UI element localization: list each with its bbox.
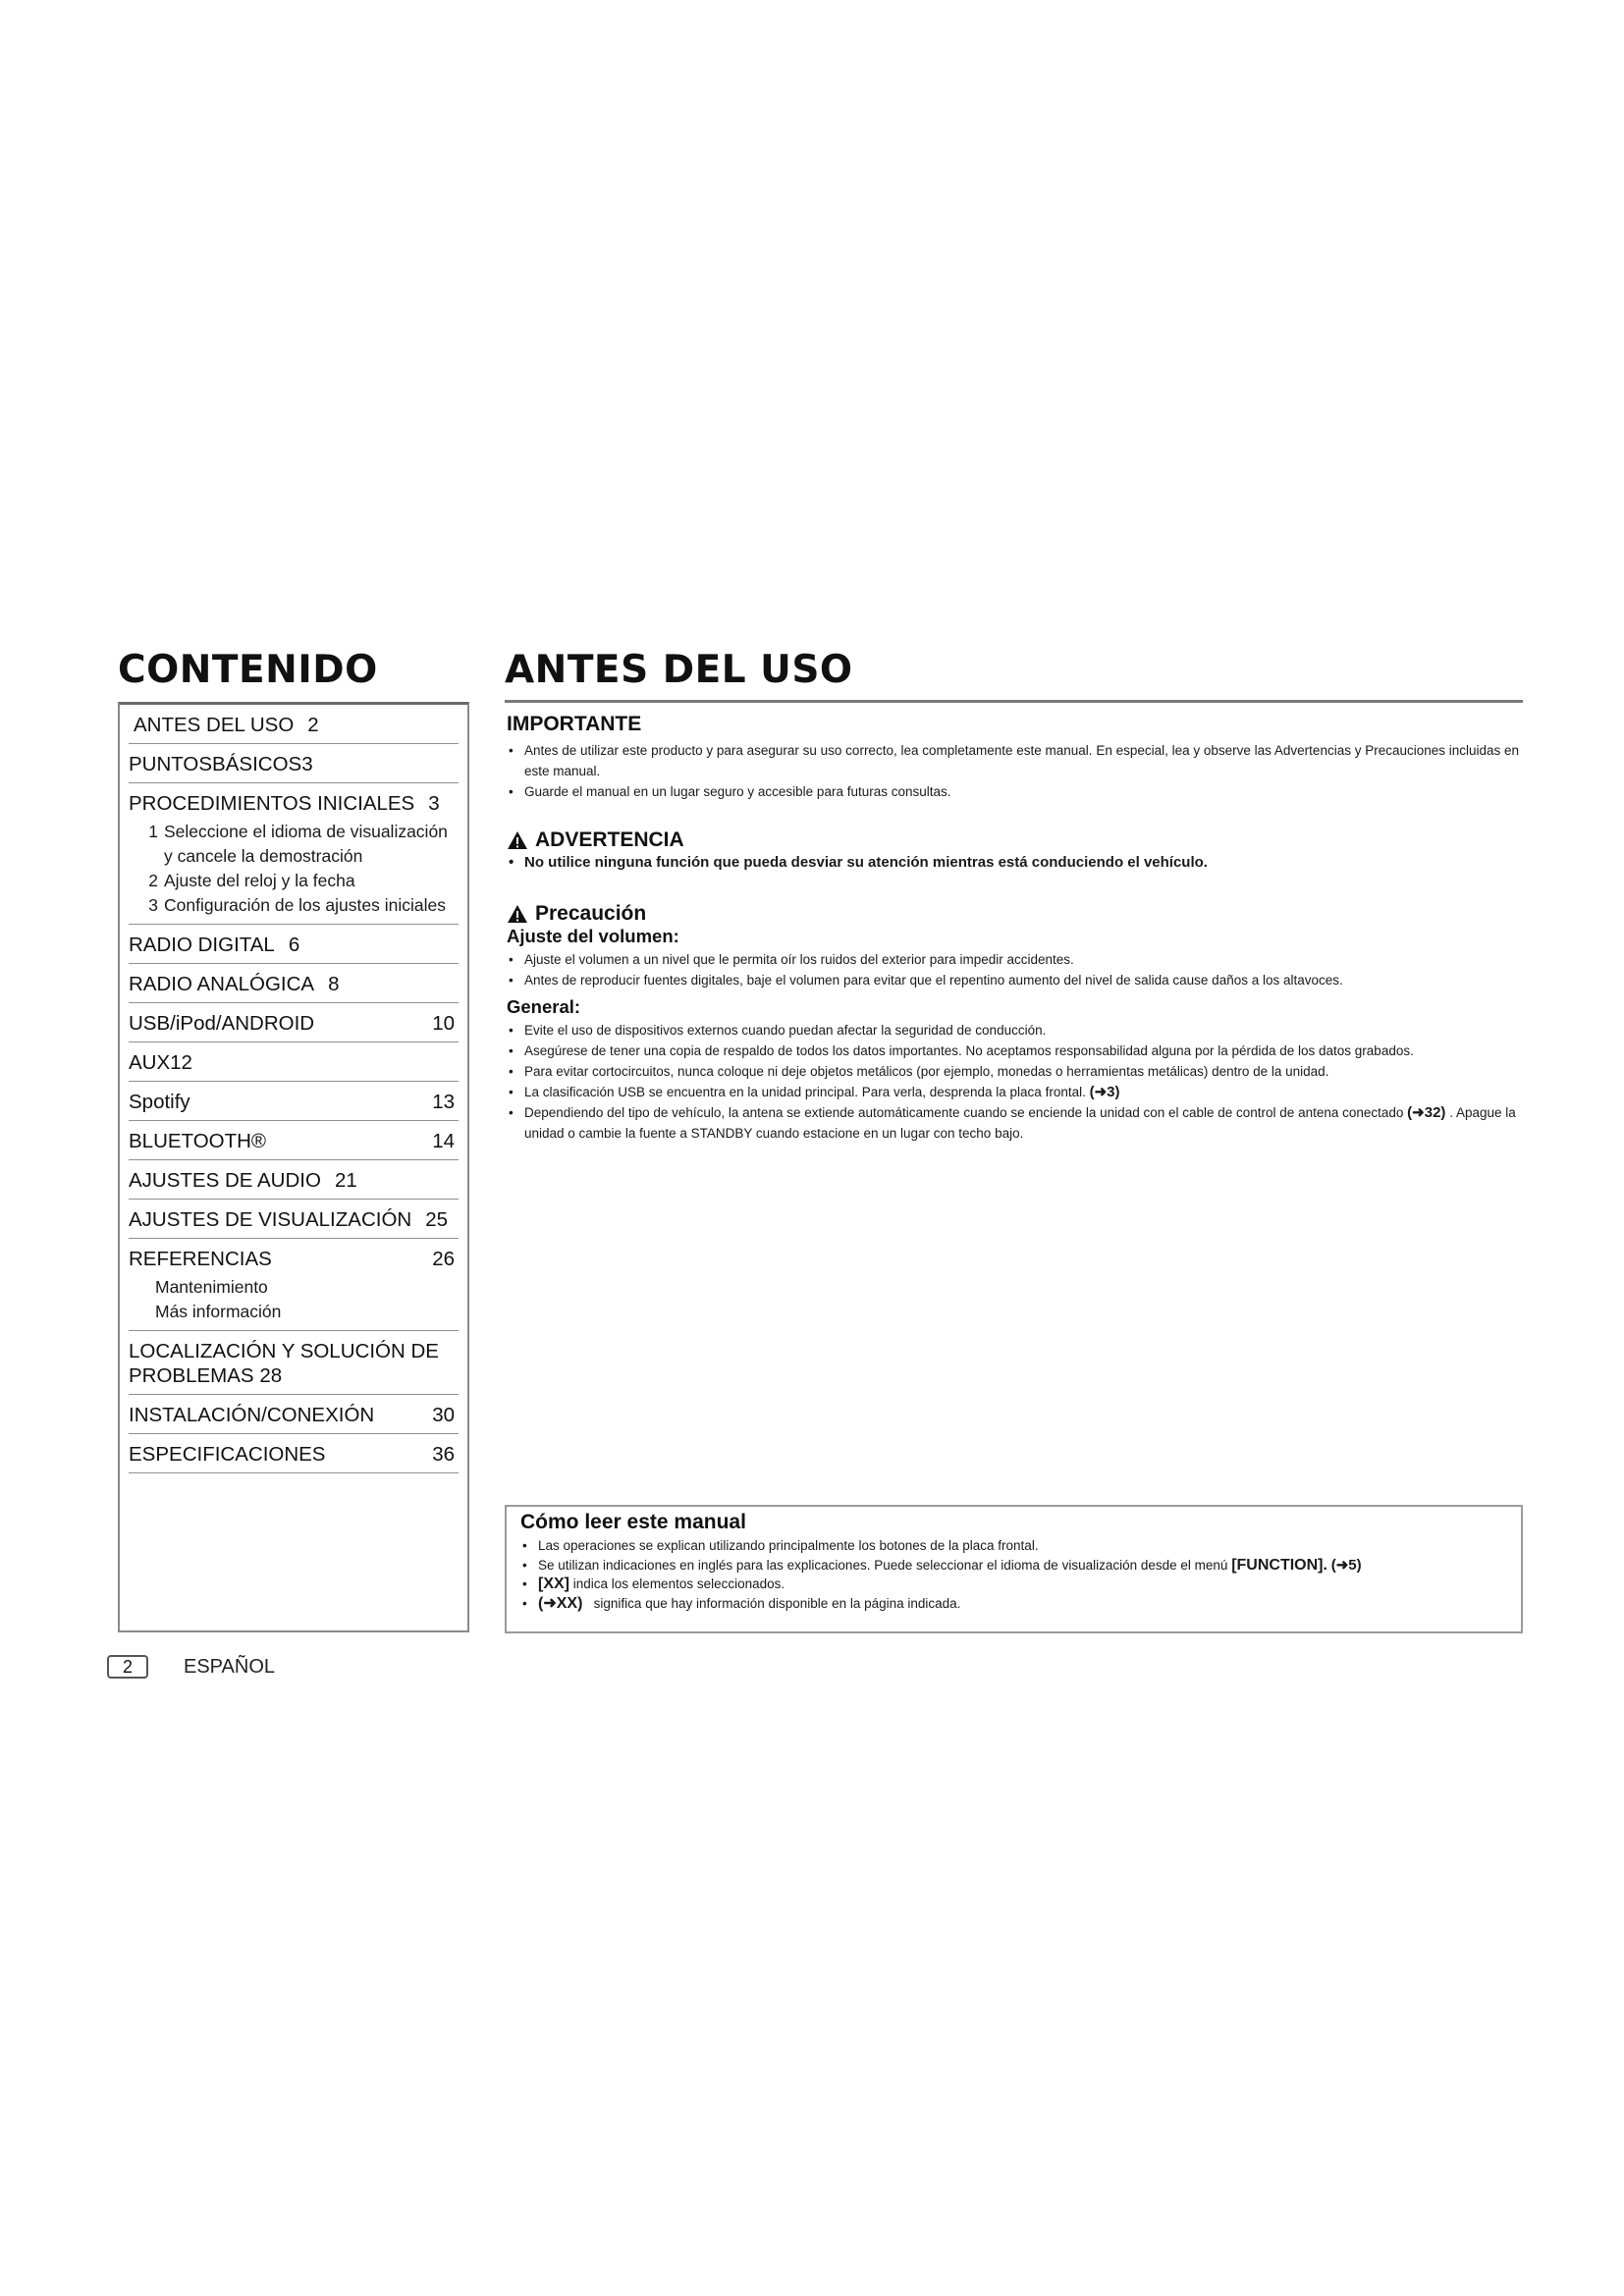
toc-entry-label: RADIO ANALÓGICA <box>129 973 315 995</box>
toc-entry-label: ESPECIFICACIONES <box>129 1443 326 1466</box>
toc-entry-label: ANTES DEL USO <box>134 714 295 736</box>
page-title: ANTES DEL USO <box>505 648 853 692</box>
toc-sub-text: Configuración de los ajustes iniciales <box>164 895 446 915</box>
toc-entry-radio-digital[interactable] <box>129 925 459 964</box>
toc-entry-puntos-basicos[interactable] <box>129 744 459 783</box>
toc-entry-referencias[interactable] <box>129 1239 459 1331</box>
toc-entry-ajustes-de-audio[interactable] <box>129 1160 459 1200</box>
importante-list <box>505 740 1523 802</box>
toc-entry-label: REFERENCIAS <box>129 1248 272 1270</box>
list-item <box>518 1594 1509 1614</box>
toc-sub-text: Seleccione el idioma de visualización y cancele la demostración <box>164 822 448 866</box>
toc-sublist <box>129 820 459 918</box>
list-item <box>505 1102 1523 1144</box>
list-item: • Ajuste el volumen a un nivel que le permita oír los ruidos del exterior para impedir accidentes. <box>505 949 1523 970</box>
list-item: • Las operaciones se explican utilizando principalmente los botones de la placa frontal. <box>518 1536 1509 1556</box>
toc-entry-label: Spotify <box>129 1091 190 1113</box>
toc-entry-page: 30 <box>432 1404 455 1426</box>
page-reference-key: (➜XX) <box>538 1594 583 1612</box>
list-item-text: significa que hay información disponible en la página indicada. <box>593 1595 961 1611</box>
importante-heading: IMPORTANTE <box>507 713 642 735</box>
list-item <box>518 1575 1509 1594</box>
toc-entry-usb-ipod-android[interactable] <box>129 1003 459 1042</box>
toc-entry-label: USB/iPod/ANDROID <box>129 1012 315 1035</box>
toc-sub-num: 2 <box>148 871 158 890</box>
toc-entry-page: 25 <box>425 1208 449 1231</box>
toc-entry-page: 28 <box>259 1364 283 1387</box>
toc-subentry-reloj[interactable] <box>129 869 459 893</box>
toc-sub-text: Mantenimiento <box>155 1277 268 1297</box>
precaucion-section <box>505 902 1523 1144</box>
list-item: • Antes de reproducir fuentes digitales, baje el volumen para evitar que el repentino aumento del nivel de salida cause daños a los altavoces. <box>505 970 1523 990</box>
volumen-list <box>505 949 1523 990</box>
como-leer-heading: Cómo leer este manual <box>520 1511 746 1533</box>
toc-entry-label-text: LOCALIZACIÓN Y SOLUCIÓN DE PROBLEMAS <box>129 1340 439 1387</box>
list-item: • Guarde el manual en un lugar seguro y accesible para futuras consultas. <box>505 781 1523 802</box>
precaucion-heading-row <box>507 902 1523 926</box>
list-item-text: La clasificación USB se encuentra en la unidad principal. Para verla, desprenda la placa frontal. <box>524 1085 1086 1099</box>
toc-entry-page: 36 <box>432 1443 455 1466</box>
toc-entry-radio-analogica[interactable] <box>129 964 459 1003</box>
title-rule <box>505 700 1523 703</box>
toc-sub-text: Ajuste del reloj y la fecha <box>164 871 355 890</box>
toc-entry-antes-del-uso[interactable] <box>129 705 459 744</box>
toc-entry-label: AUX12 <box>129 1051 192 1074</box>
precaucion-heading: Precaución <box>535 902 647 925</box>
advertencia-heading: ADVERTENCIA <box>535 828 684 851</box>
general-list <box>505 1020 1523 1144</box>
toc-title: CONTENIDO <box>118 648 378 692</box>
warning-triangle-icon <box>507 830 528 850</box>
toc-entry-label: PUNTOSBÁSICOS3 <box>129 753 313 775</box>
toc-entry-page: 21 <box>334 1169 357 1192</box>
toc-entry-aux[interactable] <box>129 1042 459 1082</box>
function-key-label: [FUNCTION]. <box>1231 1556 1327 1574</box>
list-item: • Para evitar cortocircuitos, nunca coloque ni deje objetos metálicos (por ejemplo, monedas o herramientas metálicas) dentro de la unidad. <box>505 1061 1523 1082</box>
volumen-heading: Ajuste del volumen: <box>507 926 679 946</box>
toc-entry-label: BLUETOOTH® <box>129 1130 267 1152</box>
toc-subentry-mas-informacion[interactable] <box>129 1300 459 1324</box>
toc-entry-bluetooth[interactable] <box>129 1121 459 1160</box>
advertencia-heading-row <box>507 828 1523 852</box>
toc-subentry-mantenimiento[interactable] <box>129 1275 459 1300</box>
selected-item-key: [XX] <box>538 1575 569 1592</box>
page-reference-link[interactable]: (➜32) <box>1407 1104 1446 1121</box>
list-item <box>505 1082 1523 1102</box>
toc-entry-label: PROCEDIMIENTOS INICIALES <box>129 792 415 815</box>
page-reference-link[interactable]: (➜3) <box>1089 1084 1120 1100</box>
toc-subentry-idioma[interactable] <box>129 820 459 869</box>
como-leer-list <box>518 1536 1509 1613</box>
list-item-text: Se utilizan indicaciones en inglés para las explicaciones. Puede seleccionar el idioma de visualización desde el menú <box>538 1557 1228 1573</box>
toc-sublist <box>129 1275 459 1324</box>
toc-subentry-ajustes-iniciales[interactable] <box>129 893 459 918</box>
warning-triangle-icon <box>507 904 528 924</box>
list-item-text: . Apague la unidad o cambie la fuente a STANDBY cuando estacione en un lugar con techo bajo. <box>524 1105 1516 1141</box>
toc-list <box>120 705 467 1473</box>
page-language: ESPAÑOL <box>184 1656 275 1678</box>
toc-sub-num: 3 <box>148 895 158 915</box>
toc-entry-page: 8 <box>328 973 340 995</box>
toc-entry-label: AJUSTES DE AUDIO <box>129 1169 321 1192</box>
toc-entry-label: AJUSTES DE VISUALIZACIÓN <box>129 1208 412 1231</box>
toc-entry-page: 14 <box>432 1130 455 1152</box>
list-item: • Antes de utilizar este producto y para asegurar su uso correcto, lea completamente este manual. En especial, lea y observe las Advertencias y Precauciones incluidas en este manual. <box>505 740 1523 781</box>
list-item <box>518 1556 1509 1575</box>
list-item: • No utilice ninguna función que pueda desviar su atención mientras está conduciendo el vehículo. <box>505 852 1523 873</box>
toc-entry-label: INSTALACIÓN/CONEXIÓN <box>129 1404 375 1426</box>
list-item-text: Dependiendo del tipo de vehículo, la antena se extiende automáticamente cuando se enciende la unidad con el cable de control de antena conectado <box>524 1105 1404 1120</box>
toc-entry-localizacion-solucion[interactable] <box>129 1331 459 1395</box>
toc-entry-page: 26 <box>432 1248 455 1270</box>
toc-entry-page: 3 <box>428 792 440 815</box>
toc-entry-instalacion-conexion[interactable] <box>129 1395 459 1434</box>
toc-entry-page: 10 <box>432 1012 455 1035</box>
advertencia-section <box>505 828 1523 873</box>
toc-entry-page: 6 <box>288 934 300 956</box>
toc-sub-num: 1 <box>148 822 158 841</box>
toc-sub-text: Más información <box>155 1302 282 1321</box>
toc-entry-page: 13 <box>432 1091 455 1113</box>
toc-entry-label <box>129 1339 455 1388</box>
main-content <box>505 713 1523 1144</box>
importante-section <box>505 713 1523 802</box>
toc-entry-especificaciones[interactable] <box>129 1434 459 1473</box>
page-number: 2 <box>107 1655 148 1679</box>
list-item: • Asegúrese de tener una copia de respaldo de todos los datos importantes. No aceptamos responsabilidad alguna por la pérdida de los datos grabados. <box>505 1041 1523 1061</box>
general-heading: General: <box>507 996 581 1017</box>
toc-entry-procedimientos-iniciales[interactable] <box>129 783 459 925</box>
toc-entry-ajustes-de-visualizacion[interactable] <box>129 1200 459 1239</box>
page-reference-link[interactable]: (➜5) <box>1330 1556 1362 1574</box>
list-item-text: indica los elementos seleccionados. <box>572 1576 785 1591</box>
advertencia-list <box>505 852 1523 873</box>
toc-entry-page: 2 <box>307 714 319 736</box>
como-leer-box <box>505 1505 1523 1633</box>
toc-entry-label: RADIO DIGITAL <box>129 934 275 956</box>
toc-entry-spotify[interactable] <box>129 1082 459 1121</box>
list-item: • Evite el uso de dispositivos externos cuando puedan afectar la seguridad de conducción. <box>505 1020 1523 1041</box>
toc-box <box>118 702 469 1632</box>
